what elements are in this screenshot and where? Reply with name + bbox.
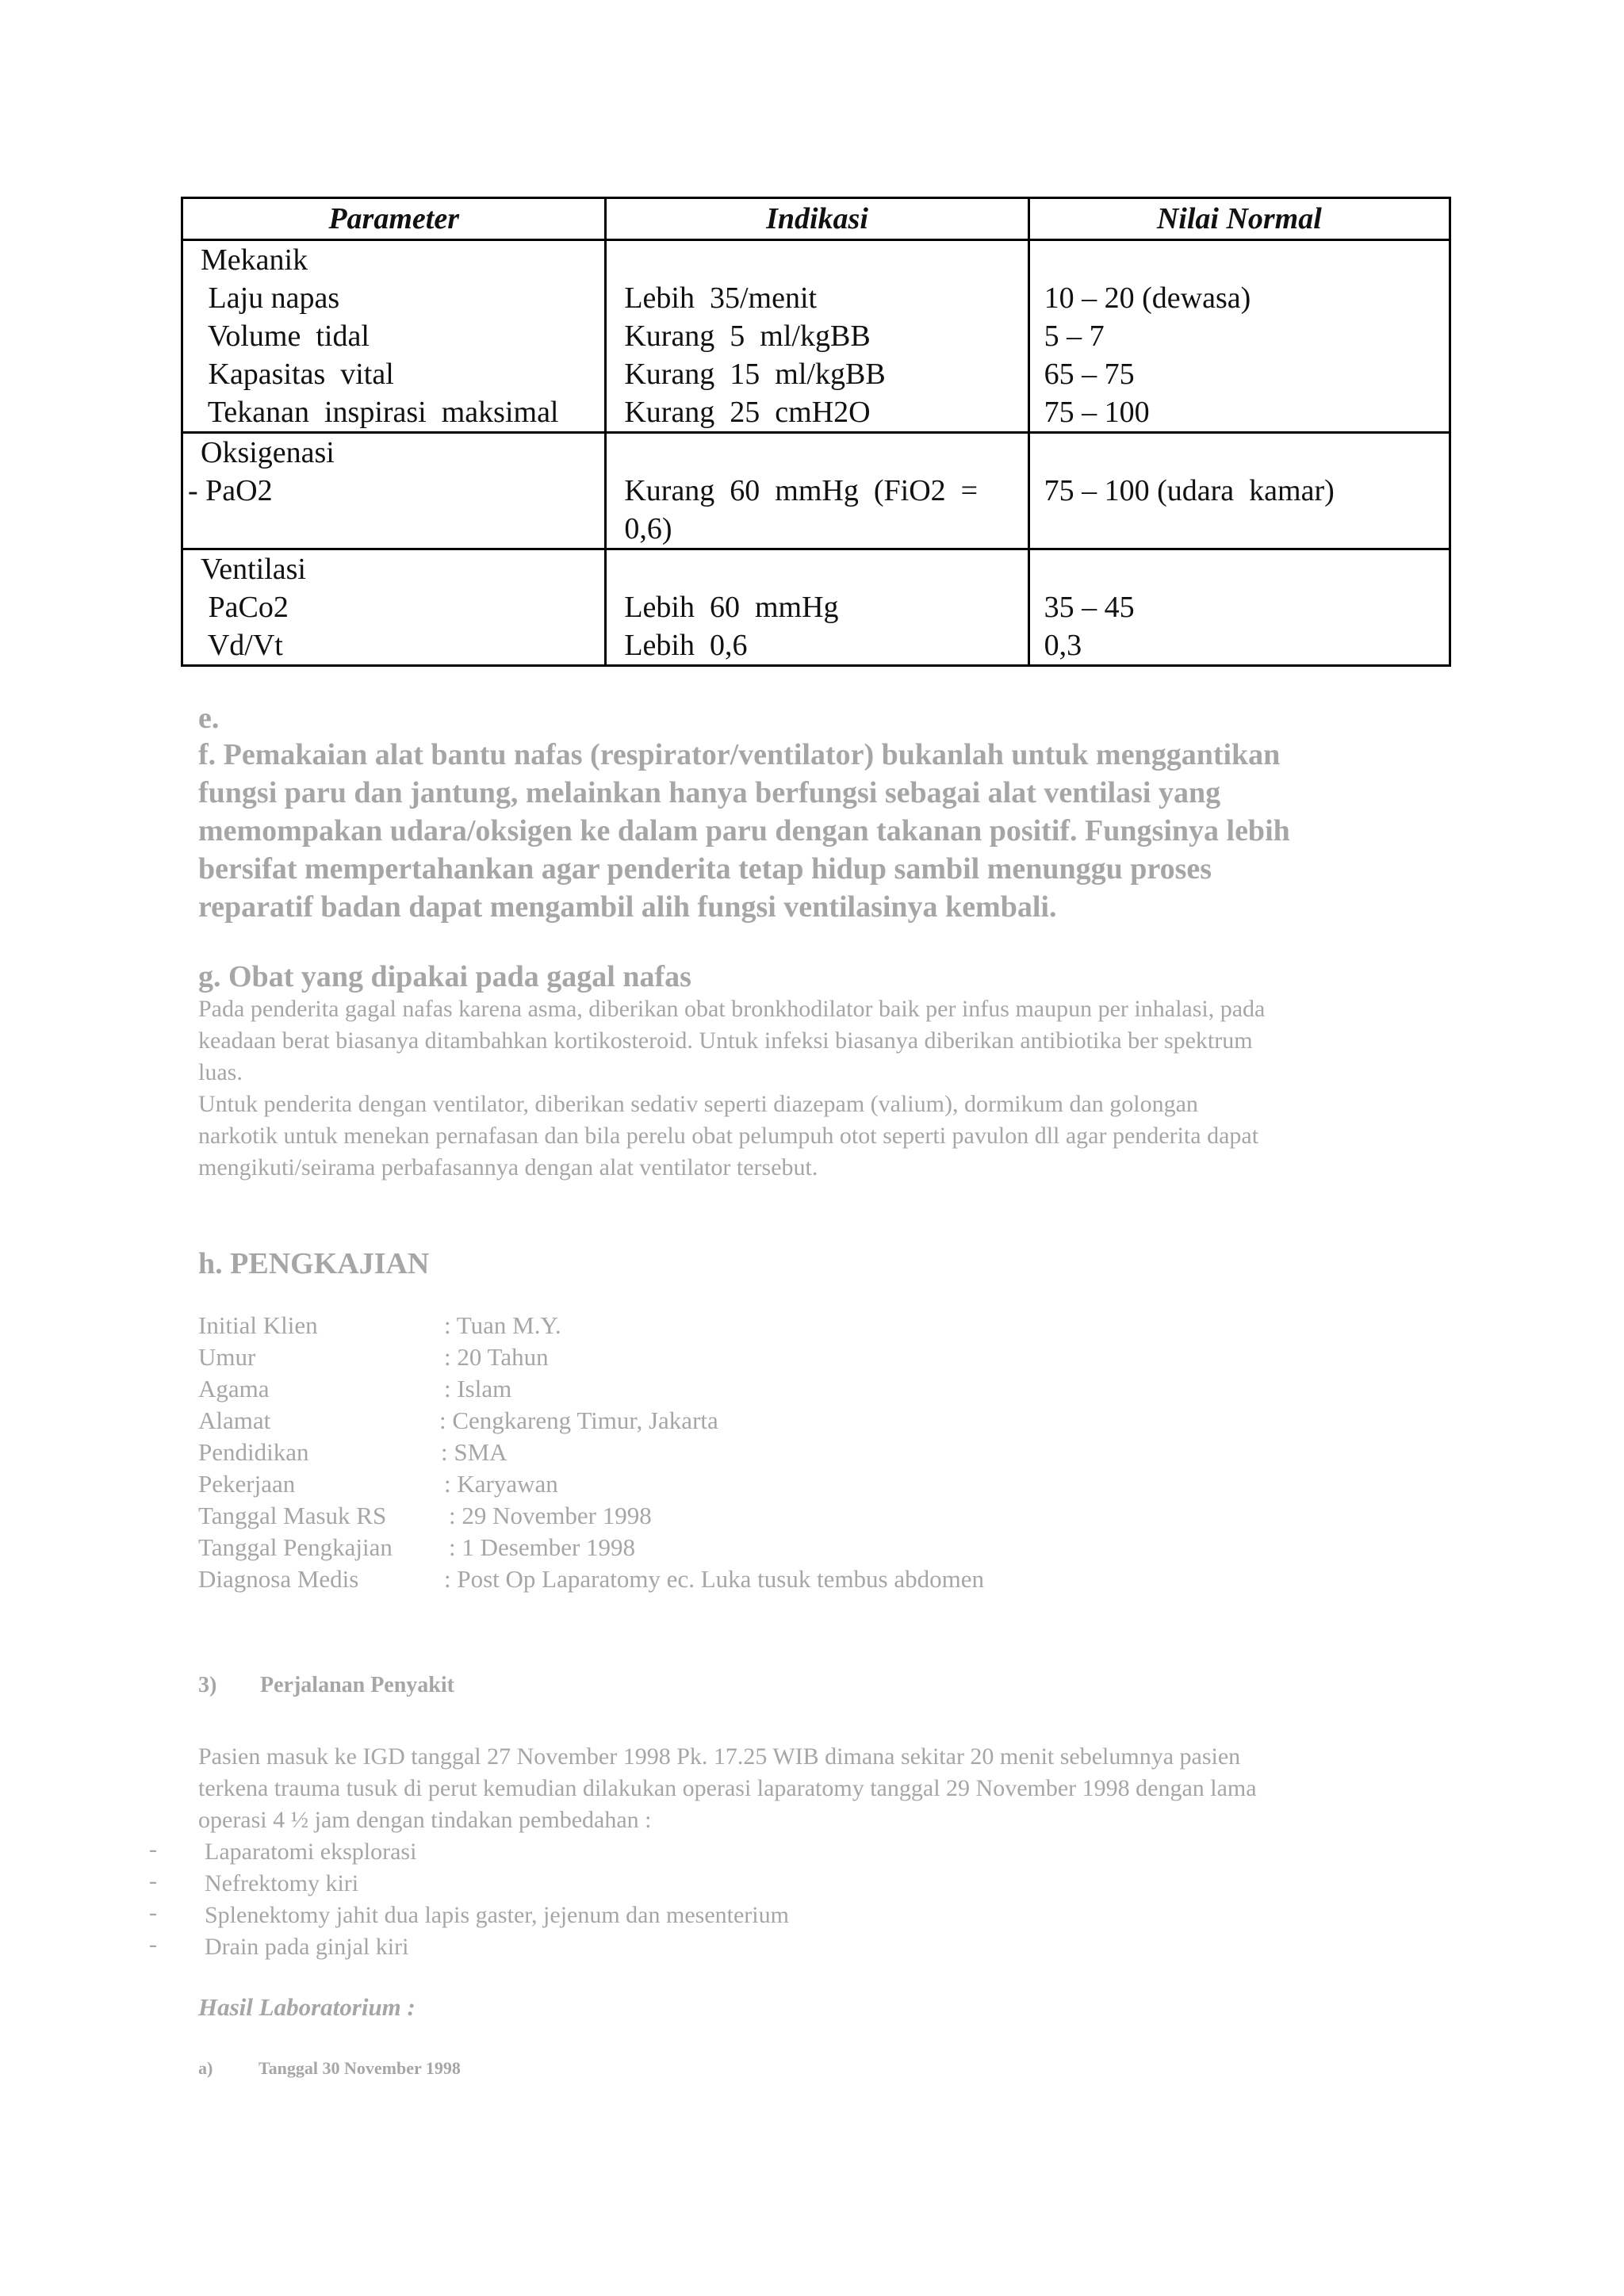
indikasi-line [624,550,1027,588]
identity-label: Initial Klien [198,1311,318,1339]
identity-value: : Cengkareng Timur, Jakarta [439,1406,718,1434]
table-row-mekanik [182,240,1450,433]
header-parameter: Parameter [182,198,606,240]
normal-line [1044,241,1449,279]
normal-line: 0,3 [1044,629,1082,662]
identity-value: : Post Op Laparatomy ec. Luka tusuk tembus abdomen [444,1565,985,1593]
normal-line: 75 – 100 [1044,396,1150,429]
identity-label: Tanggal Pengkajian [198,1533,393,1561]
cell-parameter [182,433,606,549]
normal-line: 75 – 100 (udara kamar) [1044,474,1335,507]
table-header-row [182,198,1450,240]
identity-label: Pendidikan [198,1438,309,1466]
param-line: Mekanik [201,243,308,277]
section-f-line: bersifat mempertahankan agar penderita tetap hidup sambil menunggu proses [198,852,1212,886]
section-f-line: reparatif badan dapat mengambil alih fungsi ventilasinya kembali. [198,890,1057,924]
identity-label: Alamat [198,1406,271,1434]
identity-value: : 20 Tahun [444,1343,549,1371]
section-3-line: operasi 4 ½ jam dengan tindakan pembedahan : [198,1807,652,1833]
normal-line [1044,550,1449,588]
section-3-line: Pasien masuk ke IGD tanggal 27 November 1998 Pk. 17.25 WIB dimana sekitar 20 menit sebelumnya pasien [198,1743,1241,1770]
cell-nilai-normal [1028,433,1450,549]
procedure-item: Laparatomi eksplorasi [205,1839,417,1865]
bullet-marker: - [149,1868,157,1894]
section-3-paragraph [198,1741,1257,1836]
identity-value: : 1 Desember 1998 [449,1533,636,1561]
indikasi-line: 0,6) [624,512,672,545]
identity-row [198,1532,984,1563]
identity-row [198,1405,984,1437]
param-line: Laju napas [201,281,340,315]
param-line: Ventilasi [201,553,306,586]
normal-line [1044,510,1449,548]
table-row-oksigenasi [182,433,1450,549]
cell-nilai-normal [1028,549,1450,666]
identity-value: : Karyawan [444,1470,558,1498]
header-nilai-normal: Nilai Normal [1028,198,1450,240]
indikasi-line: Lebih 35/menit [624,281,818,315]
parameter-table [181,197,1451,667]
normal-line: 35 – 45 [1044,591,1135,624]
indikasi-line: Kurang 25 cmH2O [624,396,871,429]
identity-row [198,1310,984,1341]
identity-row [198,1437,984,1468]
section-h-heading: h. PENGKAJIAN [198,1247,430,1280]
section-g-paragraph [198,993,1265,1184]
section-f-line: f. Pemakaian alat bantu nafas (respirator/ventilator) bukanlah untuk menggantikan [198,738,1281,771]
section-f-line: fungsi paru dan jantung, melainkan hanya berfungsi sebagai alat ventilasi yang [198,776,1221,809]
section-f-line: memompakan udara/oksigen ke dalam paru dengan takanan positif. Fungsinya lebih [198,814,1290,848]
param-line: Oksigenasi [201,436,335,469]
section-g-line: Pada penderita gagal nafas karena asma, diberikan obat bronkhodilator baik per infus maupun per inhalasi, pada [198,996,1266,1022]
section-g-line: narkotik untuk menekan pernafasan dan bila perelu obat pelumpuh otot seperti pavulon dll agar penderita dapat [198,1123,1259,1149]
param-line: PaCo2 [201,591,289,624]
section-3-heading: Perjalanan Penyakit [260,1673,454,1697]
param-line: Vd/Vt [201,629,283,662]
lab-heading: Hasil Laboratorium : [198,1993,416,2021]
indikasi-line [624,241,1027,279]
procedure-item: Nefrektomy kiri [205,1870,359,1896]
identity-label: Pekerjaan [198,1470,296,1498]
identity-row [198,1468,984,1500]
normal-line: 5 – 7 [1044,320,1105,353]
param-line: Volume tidal [201,320,370,353]
param-line: Tekanan inspirasi maksimal [201,396,559,429]
normal-line [1044,434,1449,472]
identity-label: Umur [198,1343,256,1371]
identity-label: Tanggal Masuk RS [198,1502,387,1529]
identity-value: : 29 November 1998 [449,1502,652,1529]
section-f-paragraph [198,736,1290,926]
indikasi-line: Kurang 15 ml/kgBB [624,358,886,391]
normal-line: 10 – 20 (dewasa) [1044,281,1251,315]
lab-subheading-row [198,2058,461,2079]
indikasi-line: Lebih 60 mmHg [624,591,839,624]
identity-row [198,1373,984,1405]
identity-label: Diagnosa Medis [198,1565,359,1593]
bullet-marker: - [149,1931,157,1957]
indikasi-line [624,434,1027,472]
bullet-marker: - [149,1900,157,1926]
lab-sub-heading: Tanggal 30 November 1998 [259,2058,461,2078]
identity-row [198,1563,984,1595]
identity-value: : SMA [441,1438,508,1466]
indikasi-line: Lebih 0,6 [624,629,748,662]
section-g-line: mengikuti/seirama perbafasannya dengan alat ventilator tersebut. [198,1154,818,1181]
table-row-ventilasi [182,549,1450,666]
section-3-line: terkena trauma tusuk di perut kemudian dilakukan operasi laparatomy tanggal 29 November 1998 dengan lama [198,1775,1257,1801]
procedure-item: Drain pada ginjal kiri [205,1934,409,1960]
cell-indikasi [606,240,1028,433]
cell-nilai-normal [1028,240,1450,433]
identity-value: : Tuan M.Y. [444,1311,561,1339]
section-g-line: luas. [198,1059,243,1085]
section-g-line: Untuk penderita dengan ventilator, diberikan sedativ seperti diazepam (valium), dormikum dan golongan [198,1091,1198,1117]
bullet-marker: - [149,1836,157,1862]
section-g-line: keadaan berat biasanya ditambahkan kortikosteroid. Untuk infeksi biasanya diberikan antibiotika ber spektrum [198,1027,1253,1054]
section-3-number: 3) [198,1673,217,1697]
procedure-item: Splenektomy jahit dua lapis gaster, jejenum dan mesenterium [205,1902,789,1928]
identity-label: Agama [198,1375,270,1402]
section-e-label: e. [198,702,220,735]
param-line: Kapasitas vital [201,358,394,391]
indikasi-line: Kurang 60 mmHg (FiO2 = [624,474,979,507]
cell-indikasi [606,549,1028,666]
cell-parameter [182,240,606,433]
indikasi-line: Kurang 5 ml/kgBB [624,320,871,353]
cell-parameter [182,549,606,666]
cell-indikasi [606,433,1028,549]
identity-list [198,1310,984,1595]
section-3-heading-row [198,1673,454,1698]
lab-sub-number: a) [198,2058,213,2078]
normal-line: 65 – 75 [1044,358,1135,391]
param-line: - PaO2 [188,474,273,507]
identity-row [198,1500,984,1532]
param-line [201,510,604,548]
identity-row [198,1341,984,1373]
identity-value: : Islam [444,1375,512,1402]
section-g-heading: g. Obat yang dipakai pada gagal nafas [198,960,691,993]
header-indikasi: Indikasi [606,198,1028,240]
